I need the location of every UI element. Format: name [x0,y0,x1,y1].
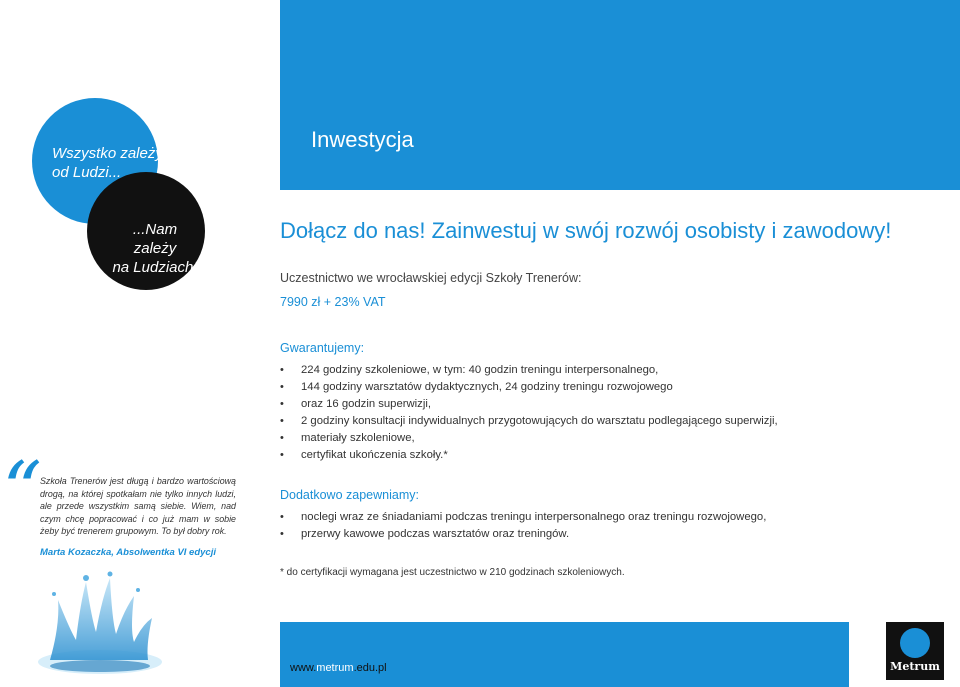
footnote: * do certyfikacji wymagana jest uczestnictwo w 210 godzinach szkoleniowych. [280,567,625,578]
page-title: Inwestycja [311,127,414,152]
list-item: • przerwy kawowe podczas warsztatów oraz treningów. [280,526,766,543]
blue-circle-line-2: od Ludzi... [52,164,122,181]
list-item: • oraz 16 godzin superwizji, [280,396,778,413]
header-panel [280,0,960,190]
footer-panel [280,622,849,687]
dark-circle-text [110,220,200,277]
quote-mark-icon: “ [2,446,42,536]
url-domain: metrum [316,662,354,674]
url-suffix: .edu.pl [353,662,387,674]
list-item: • 144 godziny warsztatów dydaktycznych, 24 godziny treningu rozwojowego [280,379,778,396]
dark-circle-line-2: na Ludziach! [112,259,198,276]
price: 7990 zł + 23% VAT [280,295,386,309]
list-item: • certyfikat ukończenia szkoły.* [280,447,778,464]
headline: Dołącz do nas! Zainwestuj w swój rozwój osobisty i zawodowy! [280,218,892,243]
list-item: • materiały szkoleniowe, [280,430,778,447]
testimonial-text: Szkoła Trenerów jest długą i bardzo wartościową drogą, na której spotkałam nie tylko innych ludzi, ale przede wszystkim samą siebie. Wiem, nad czym chcę popracować i co już mam w sobie żeby być trenerem grupowym. To był dobry rok. [40,476,236,536]
logo-circle-icon [900,628,930,658]
list-item: • noclegi wraz ze śniadaniami podczas treningu interpersonalnego oraz treningu rozwojowego, [280,509,766,526]
blue-circle-line-1: Wszystko zależy [52,145,163,162]
list-item: • 224 godziny szkoleniowe, w tym: 40 godzin treningu interpersonalnego, [280,362,778,379]
testimonial-author: Marta Kozaczka, Absolwentka VI edycji [40,547,216,558]
dark-circle-line-1: ...Nam zależy [132,221,178,257]
website-link[interactable] [290,662,387,674]
lead-text: Uczestnictwo we wrocławskiej edycji Szkoły Trenerów: [280,271,582,285]
logo-text: Metrum [890,660,940,673]
guarantee-list [280,362,778,464]
metrum-logo [886,622,944,680]
list-item: • 2 godziny konsultacji indywidualnych przygotowujących do warsztatu podlegającego superwizji, [280,413,778,430]
guarantee-heading: Gwarantujemy: [280,341,365,355]
water-splash-icon [30,570,170,680]
blue-circle-text [52,144,163,182]
additional-list [280,509,766,543]
additional-heading: Dodatkowo zapewniamy: [280,488,419,502]
url-prefix: www. [290,662,317,674]
